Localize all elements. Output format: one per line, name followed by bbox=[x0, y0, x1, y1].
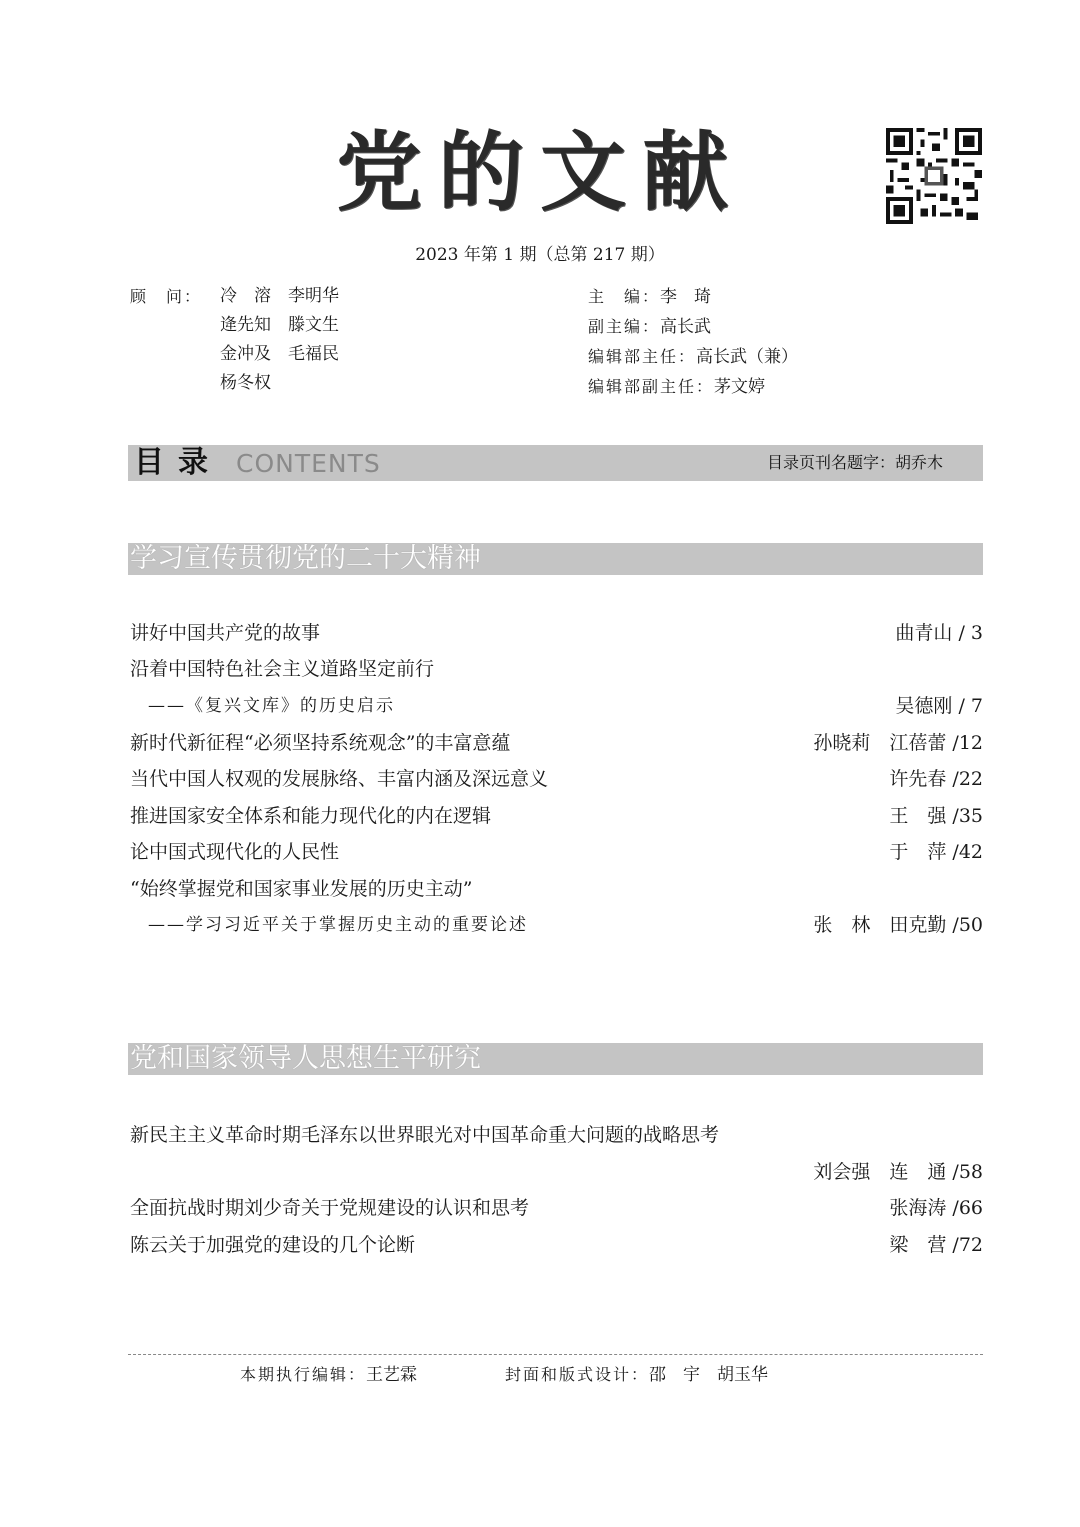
editor-label: 编辑部主任： bbox=[588, 347, 697, 366]
exec-editor-label: 本期执行编辑： bbox=[240, 1365, 367, 1384]
editors-block bbox=[588, 282, 798, 402]
editor-value: 高长武 bbox=[660, 317, 712, 337]
section-title: 学习宣传贯彻党的二十大精神 bbox=[130, 543, 481, 574]
contents-zh: 目录 bbox=[134, 445, 222, 480]
article-author-page: 曲青山 / 3 bbox=[895, 622, 983, 644]
article-author-page: 吴德刚 / 7 bbox=[895, 695, 983, 717]
toc-entry[interactable] bbox=[130, 1120, 983, 1150]
article-author-page: 刘会强 连 通 /58 bbox=[813, 1161, 983, 1183]
article-title: “始终掌握党和国家事业发展的历史主动” bbox=[130, 878, 473, 900]
issue-number: 2023 年第 1 期（总第 217 期） bbox=[415, 245, 665, 265]
design-names: 邵 宇 胡玉华 bbox=[649, 1365, 769, 1385]
article-author-page: 孙晓莉 江蓓蕾 /12 bbox=[813, 732, 983, 754]
advisor-name: 冷 溶 李明华 bbox=[220, 286, 339, 306]
article-author-page: 张海涛 /66 bbox=[889, 1197, 983, 1219]
article-subtitle: ——《复兴文库》的历史启示 bbox=[148, 696, 395, 716]
advisor-name: 杨冬权 bbox=[220, 373, 271, 393]
toc-entry-author[interactable] bbox=[130, 1157, 983, 1187]
article-author-page: 梁 营 /72 bbox=[889, 1234, 983, 1256]
article-title: 新民主主义革命时期毛泽东以世界眼光对中国革命重大问题的战略思考 bbox=[130, 1124, 720, 1146]
editor-value: 高长武（兼） bbox=[696, 347, 799, 367]
article-title: 全面抗战时期刘少奇关于党规建设的认识和思考 bbox=[130, 1197, 530, 1219]
toc-entry[interactable] bbox=[130, 837, 983, 867]
editor-label: 副主编： bbox=[588, 317, 661, 336]
journal-title: 党的文献 bbox=[336, 122, 744, 223]
toc-entry[interactable] bbox=[130, 618, 983, 648]
editor-value: 茅文婷 bbox=[714, 377, 766, 397]
advisor-name: 金冲及 毛福民 bbox=[220, 344, 339, 364]
toc-entry[interactable] bbox=[130, 874, 983, 904]
design-label: 封面和版式设计： bbox=[505, 1365, 650, 1384]
article-title: 当代中国人权观的发展脉络、丰富内涵及深远意义 bbox=[130, 768, 549, 790]
exec-editor bbox=[240, 1362, 417, 1388]
toc-entry[interactable] bbox=[130, 801, 983, 831]
advisor-name: 逄先知 滕文生 bbox=[220, 315, 339, 335]
toc-entry[interactable] bbox=[130, 1193, 983, 1223]
toc-entry[interactable] bbox=[130, 1230, 983, 1260]
contents-header bbox=[128, 445, 983, 481]
article-subtitle: ——学习习近平关于掌握历史主动的重要论述 bbox=[148, 915, 528, 935]
article-author-page: 张 林 田克勤 /50 bbox=[813, 914, 983, 936]
article-title: 论中国式现代化的人民性 bbox=[130, 841, 340, 863]
section-header bbox=[128, 543, 983, 575]
advisors-label: 顾 问： bbox=[130, 287, 203, 306]
toc-entry[interactable] bbox=[130, 764, 983, 794]
editor-row bbox=[588, 372, 798, 402]
contents-en: CONTENTS bbox=[236, 449, 381, 478]
advisors-block bbox=[130, 282, 339, 398]
article-title: 讲好中国共产党的故事 bbox=[130, 622, 321, 644]
article-author-page: 王 强 /35 bbox=[889, 805, 983, 827]
article-title: 新时代新征程“必须坚持系统观念”的丰富意蕴 bbox=[130, 732, 511, 754]
article-title: 陈云关于加强党的建设的几个论断 bbox=[130, 1234, 416, 1256]
editor-label: 编辑部副主任： bbox=[588, 377, 715, 396]
toc-entry[interactable] bbox=[130, 728, 983, 758]
section-header bbox=[128, 1043, 983, 1075]
qr-code-icon bbox=[886, 128, 982, 224]
article-author-page: 于 萍 /42 bbox=[889, 841, 983, 863]
design-credit bbox=[505, 1362, 768, 1388]
calligraphy-credit: 目录页刊名题字：胡乔木 bbox=[766, 453, 943, 472]
editor-row bbox=[588, 342, 798, 372]
editor-row bbox=[588, 282, 798, 312]
toc-entry-subtitle[interactable] bbox=[130, 691, 983, 721]
toc-entry[interactable] bbox=[130, 654, 983, 684]
article-title: 推进国家安全体系和能力现代化的内在逻辑 bbox=[130, 805, 492, 827]
exec-editor-name: 王艺霖 bbox=[366, 1365, 418, 1385]
article-author-page: 许先春 /22 bbox=[889, 768, 983, 790]
editor-row bbox=[588, 312, 798, 342]
article-title: 沿着中国特色社会主义道路坚定前行 bbox=[130, 658, 435, 680]
editor-value: 李 琦 bbox=[660, 287, 712, 307]
toc-entry-subtitle[interactable] bbox=[130, 910, 983, 940]
footer-divider bbox=[128, 1354, 983, 1355]
section-title: 党和国家领导人思想生平研究 bbox=[130, 1043, 481, 1074]
editor-label: 主 编： bbox=[588, 287, 661, 306]
